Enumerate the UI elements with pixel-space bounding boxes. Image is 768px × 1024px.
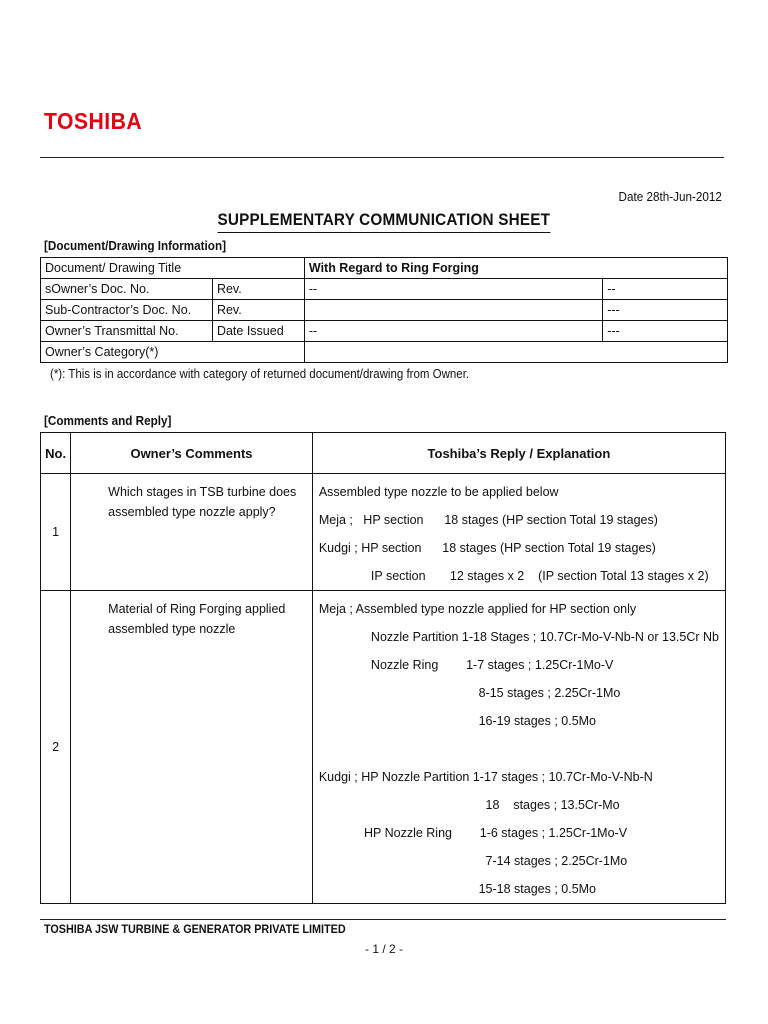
reply-line: Kudgi ; HP Nozzle Partition 1-17 stages ; 10.7Cr-Mo-V-Nb-N xyxy=(318,770,653,784)
owner-comment: Which stages in TSB turbine does assembled type nozzle apply? xyxy=(108,485,297,519)
doc-info-extra: --- xyxy=(603,321,728,342)
reply-line: 15-18 stages ; 0.5Mo xyxy=(318,882,597,896)
reply-line: Kudgi ; HP section 18 stages (HP section Total 19 stages) xyxy=(318,541,656,555)
reply-line: 18 stages ; 13.5Cr-Mo xyxy=(318,798,620,812)
doc-info-label: Owner’s Transmittal No. xyxy=(41,321,213,342)
comment-no: 1 xyxy=(41,474,71,591)
reply-block xyxy=(313,474,725,590)
doc-info-row xyxy=(41,300,728,321)
reply-cell xyxy=(312,474,725,591)
owner-comment-cell xyxy=(71,591,313,904)
doc-info-extra: -- xyxy=(603,279,728,300)
doc-info-value xyxy=(304,300,602,321)
reply-line: HP Nozzle Ring 1-6 stages ; 1.25Cr-1Mo-V xyxy=(318,826,628,840)
doc-info-row xyxy=(41,279,728,300)
reply-line: 8-15 stages ; 2.25Cr-1Mo xyxy=(318,686,621,700)
reply-block xyxy=(313,591,725,903)
comments-table xyxy=(40,432,726,904)
page-title-text: SUPPLEMENTARY COMMUNICATION SHEET xyxy=(218,210,551,233)
doc-info-section-label: [Document/Drawing Information] xyxy=(44,238,226,253)
reply-line: 7-14 stages ; 2.25Cr-1Mo xyxy=(318,854,628,868)
header-divider xyxy=(40,157,724,158)
footer-divider xyxy=(40,919,726,920)
doc-info-value: -- xyxy=(304,279,602,300)
reply-line: Meja ; HP section 18 stages (HP section Total 19 stages) xyxy=(318,513,658,527)
owner-comment-cell xyxy=(71,474,313,591)
comments-header-row xyxy=(41,433,726,474)
page-number: - 1 / 2 - xyxy=(364,942,403,956)
header-owner-comments: Owner’s Comments xyxy=(71,433,313,474)
toshiba-logo: TOSHIBA xyxy=(44,108,143,134)
category-note: (*): This is in accordance with category of returned document/drawing from Owner. xyxy=(50,367,470,381)
owner-comment: Material of Ring Forging applied assembled type nozzle xyxy=(108,602,286,636)
doc-info-extra: --- xyxy=(603,300,728,321)
header-no: No. xyxy=(41,433,71,474)
doc-info-value: With Regard to Ring Forging xyxy=(304,258,727,279)
reply-line xyxy=(319,735,719,763)
footer-company: TOSHIBA JSW TURBINE & GENERATOR PRIVATE LIMITED xyxy=(44,922,346,936)
doc-info-value xyxy=(304,342,727,363)
doc-info-label: sOwner’s Doc. No. xyxy=(41,279,213,300)
comment-row xyxy=(41,474,726,591)
doc-info-label: Sub-Contractor’s Doc. No. xyxy=(41,300,213,321)
reply-line: Nozzle Partition 1-18 Stages ; 10.7Cr-Mo-V-Nb-N or 13.5Cr Nb xyxy=(318,630,719,644)
reply-line: Nozzle Ring 1-7 stages ; 1.25Cr-1Mo-V xyxy=(318,658,614,672)
page-title xyxy=(0,210,768,233)
doc-info-value: -- xyxy=(304,321,602,342)
reply-line: Meja ; Assembled type nozzle applied for HP section only xyxy=(318,602,637,616)
doc-info-label: Document/ Drawing Title xyxy=(41,258,305,279)
reply-cell xyxy=(312,591,725,904)
doc-info-label: Owner’s Category(*) xyxy=(41,342,305,363)
comment-row xyxy=(41,591,726,904)
document-date: Date 28th-Jun-2012 xyxy=(618,189,722,204)
doc-info-row xyxy=(41,321,728,342)
comments-section-label: [Comments and Reply] xyxy=(44,413,172,428)
doc-info-row xyxy=(41,342,728,363)
doc-info-sublabel: Rev. xyxy=(212,279,304,300)
doc-info-sublabel: Rev. xyxy=(212,300,304,321)
doc-info-table xyxy=(40,257,728,363)
reply-line: IP section 12 stages x 2 (IP section Total 13 stages x 2) xyxy=(318,569,709,583)
reply-line: Assembled type nozzle to be applied below xyxy=(318,485,559,499)
header-toshiba-reply: Toshiba’s Reply / Explanation xyxy=(312,433,725,474)
reply-line: 16-19 stages ; 0.5Mo xyxy=(318,714,597,728)
doc-info-row xyxy=(41,258,728,279)
doc-info-sublabel: Date Issued xyxy=(212,321,304,342)
comment-no: 2 xyxy=(41,591,71,904)
